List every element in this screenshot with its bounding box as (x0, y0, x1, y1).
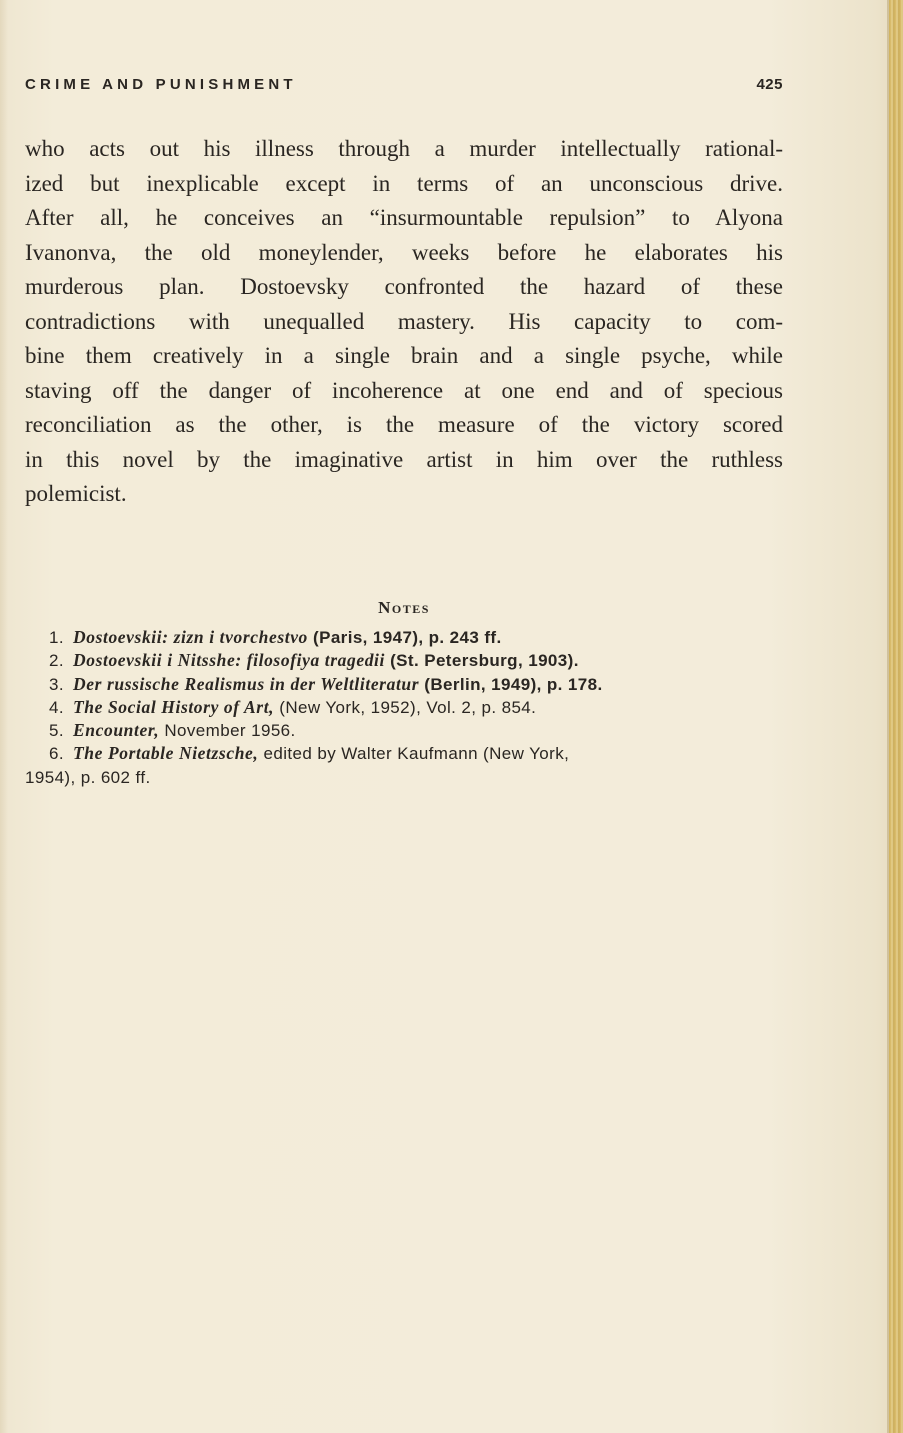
note-citation: November 1956. (159, 721, 296, 741)
body-line: After all, he conceives an “insurmountable repulsion” to Alyona (25, 205, 783, 230)
note-title: The Social History of Art, (73, 696, 275, 717)
note-number: 2. (49, 651, 64, 671)
note-number: 5. (49, 721, 64, 741)
note-number: 1. (49, 628, 64, 647)
page-number: 425 (756, 76, 783, 93)
note-title: Dostoevskii i Nitsshe: filosofiya tragedii (73, 650, 385, 671)
note-citation: edited by Walter Kaufmann (New York, (258, 744, 570, 764)
body-line: polemicist. (25, 481, 127, 506)
note-title: Der russische Realismus in der Weltliteratur (73, 673, 420, 694)
note-title: The Portable Nietzsche, (73, 743, 259, 764)
note-item (25, 673, 783, 696)
note-title: Dostoevskii: zizn i tvorchestvo (73, 627, 308, 647)
note-number: 6. (49, 744, 64, 764)
note-item (25, 719, 783, 742)
note-item (25, 626, 783, 649)
note-item (25, 649, 783, 672)
notes-section (25, 596, 783, 789)
note-citation: (St. Petersburg, 1903). (384, 651, 579, 671)
page-gutter-shadow (0, 0, 8, 1433)
body-line: ized but inexplicable except in terms of an unconscious drive. (25, 170, 783, 196)
body-line: Ivanonva, the old moneylender, weeks before he elaborates his (25, 239, 783, 265)
running-head (25, 76, 783, 100)
body-line: who acts out his illness through a murder intellectually rational- (25, 136, 783, 161)
note-citation: (New York, 1952), Vol. 2, p. 854. (274, 697, 537, 717)
note-item (25, 742, 783, 765)
body-line: staving off the danger of incoherence at one end and of specious (25, 377, 783, 403)
body-line: murderous plan. Dostoevsky confronted the hazard of these (25, 274, 783, 299)
note-citation: (Berlin, 1949), p. 178. (419, 674, 603, 694)
note-number: 4. (49, 697, 64, 717)
body-line: in this novel by the imaginative artist in him over the ruthless (25, 446, 783, 472)
page-stack-edges (889, 0, 903, 1433)
body-line: bine them creatively in a single brain and a single psyche, while (25, 343, 783, 368)
notes-heading: Notes (378, 598, 430, 617)
note-number: 3. (49, 674, 64, 694)
note-title: Encounter, (73, 720, 160, 741)
body-line: contradictions with unequalled mastery. His capacity to com- (25, 308, 783, 334)
note-continuation: 1954), p. 602 ff. (25, 767, 151, 787)
note-item (25, 696, 783, 719)
body-paragraph (25, 132, 783, 512)
note-citation: (Paris, 1947), p. 243 ff. (307, 628, 502, 647)
running-head-title: CRIME AND PUNISHMENT (25, 76, 297, 93)
body-line: reconciliation as the other, is the measure of the victory scored (25, 412, 783, 437)
